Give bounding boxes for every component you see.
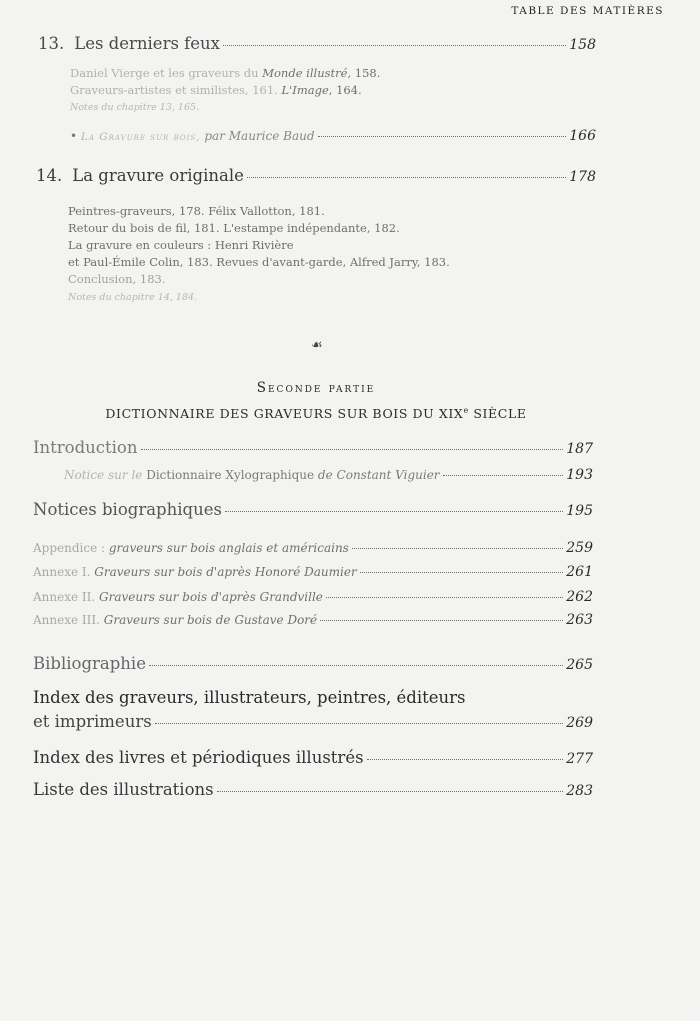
toc-entry-index-graveurs[interactable] — [33, 712, 593, 731]
leader-dots — [326, 597, 563, 598]
entry-title: Bibliographie — [33, 654, 146, 673]
entry-title: Notices biographiques — [33, 500, 222, 519]
leader-dots — [225, 511, 563, 512]
page-number: 187 — [566, 441, 593, 457]
toc-entry-annexe-3[interactable] — [33, 612, 593, 628]
entry-title: Introduction — [33, 438, 138, 457]
chapter-title — [36, 166, 244, 185]
page-number: 283 — [566, 783, 593, 799]
entry-title: et imprimeurs — [33, 712, 152, 731]
chapter-13-subline-2: Graveurs-artistes et similistes, 161. L'Image, 164. — [70, 83, 362, 97]
leader-dots — [443, 475, 564, 476]
toc-entry-annexe-2[interactable] — [33, 589, 593, 605]
toc-entry-introduction[interactable] — [33, 438, 593, 457]
leader-dots — [320, 620, 563, 621]
toc-entry-notices-biographiques[interactable] — [33, 500, 593, 519]
toc-entry-gravure-sur-bois[interactable] — [70, 128, 596, 144]
page-number: 262 — [566, 589, 593, 605]
chapter-number: 13. — [38, 34, 65, 53]
index-graveurs-line-1: Index des graveurs, illustrateurs, peintres, éditeurs — [33, 688, 466, 707]
part-label: Seconde partie — [256, 380, 376, 396]
leader-dots — [155, 723, 564, 724]
page-number: 265 — [566, 657, 593, 673]
entry-title: Annexe III. Graveurs sur bois de Gustave Doré — [33, 613, 318, 627]
chapter-title-text: La gravure originale — [72, 166, 244, 185]
page-number: 166 — [569, 128, 596, 144]
page-number: 261 — [566, 564, 593, 580]
toc-entry-annexe-1[interactable] — [33, 564, 593, 580]
chapter-14-notes: Notes du chapitre 14, 184. — [68, 292, 198, 303]
entry-title: Index des livres et périodiques illustrés — [33, 748, 364, 767]
chapter-14-subline-1: Peintres-graveurs, 178. Félix Vallotton, 181. — [68, 204, 325, 218]
toc-entry-chapter-14[interactable] — [36, 166, 596, 185]
page-number: 178 — [569, 169, 596, 185]
fleuron-ornament: ☙ — [311, 338, 323, 353]
leader-dots — [247, 177, 566, 178]
entry-title: Liste des illustrations — [33, 780, 214, 799]
chapter-14-subline-3: La gravure en couleurs : Henri Rivière — [68, 238, 294, 252]
toc-entry-notice-viguier[interactable] — [64, 467, 593, 483]
chapter-title-text: Les derniers feux — [74, 34, 220, 53]
page-number: 269 — [566, 715, 593, 731]
leader-dots — [141, 449, 564, 450]
leader-dots — [352, 548, 563, 549]
page-number: 263 — [566, 612, 593, 628]
bullet: • — [70, 129, 78, 143]
leader-dots — [367, 759, 564, 760]
chapter-13-subline-1: Daniel Vierge et les graveurs du Monde illustré, 158. — [70, 66, 381, 80]
leader-dots — [318, 136, 567, 137]
leader-dots — [360, 572, 564, 573]
page-number: 193 — [566, 467, 593, 483]
chapter-13-notes: Notes du chapitre 13, 165. — [70, 102, 200, 113]
toc-entry-bibliographie[interactable] — [33, 654, 593, 673]
entry-title: Annexe II. Graveurs sur bois d'après Grandville — [33, 590, 323, 604]
toc-entry-liste-illustrations[interactable] — [33, 780, 593, 799]
chapter-title — [38, 34, 220, 53]
chapter-number: 14. — [36, 166, 63, 185]
entry-title: Notice sur le Dictionnaire Xylographique de Constant Viguier — [64, 468, 440, 482]
chapter-14-subline-4: et Paul-Émile Colin, 183. Revues d'avant-garde, Alfred Jarry, 183. — [68, 255, 450, 269]
part-title: DICTIONNAIRE DES GRAVEURS SUR BOIS DU XIXe SIÈCLE — [105, 406, 527, 422]
leader-dots — [223, 45, 566, 46]
insert-title: • La Gravure sur bois, par Maurice Baud — [70, 129, 315, 143]
toc-entry-chapter-13[interactable] — [38, 34, 596, 53]
entry-title: Appendice : graveurs sur bois anglais et américains — [33, 541, 349, 555]
chapter-14-subline-2: Retour du bois de fil, 181. L'estampe indépendante, 182. — [68, 221, 400, 235]
page-number: 277 — [566, 751, 593, 767]
chapter-14-subline-5: Conclusion, 183. — [68, 272, 166, 286]
page-number: 158 — [569, 37, 596, 53]
running-head: TABLE DES MATIÈRES — [511, 5, 664, 17]
page-number: 259 — [566, 540, 593, 556]
leader-dots — [217, 791, 564, 792]
entry-title: Annexe I. Graveurs sur bois d'après Honoré Daumier — [33, 565, 357, 579]
toc-entry-index-livres[interactable] — [33, 748, 593, 767]
leader-dots — [149, 665, 563, 666]
toc-entry-appendice[interactable] — [33, 540, 593, 556]
page-number: 195 — [566, 503, 593, 519]
